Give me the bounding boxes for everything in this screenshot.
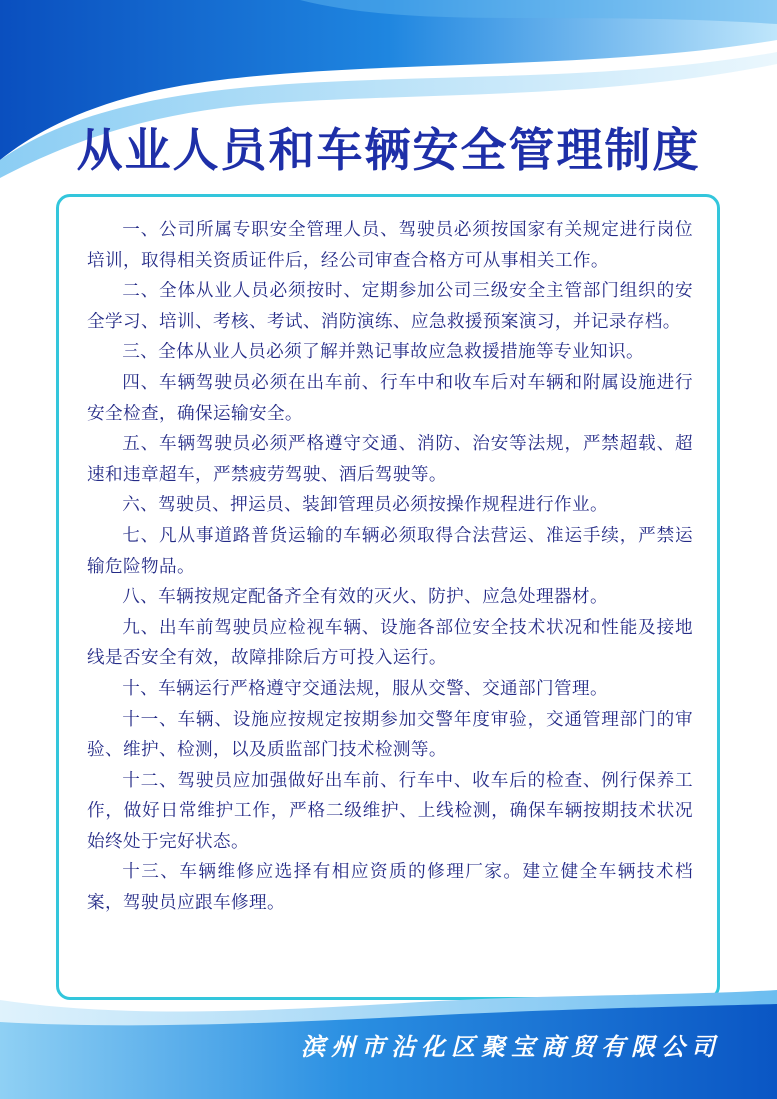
rule-item: 六、驾驶员、押运员、装卸管理员必须按操作规程进行作业。 <box>122 495 609 516</box>
rule-item: 十三、车辆维修应选择有相应资质的修理厂家。建立健全车辆技术档案，驾驶员应跟车修理。 <box>87 862 693 914</box>
rules-panel <box>56 194 720 1000</box>
company-name: 滨州市沾化区聚宝商贸有限公司 <box>301 1032 721 1061</box>
rule-item: 八、车辆按规定配备齐全有效的灭火、防护、应急处理器材。 <box>122 587 609 608</box>
rule-item: 三、全体从业人员必须了解并熟记事故应急救援措施等专业知识。 <box>122 342 645 363</box>
rule-item: 九、出车前驾驶员应检视车辆、设施各部位安全技术状况和性能及接地线是否安全有效，故障排除后方可投入运行。 <box>87 617 693 669</box>
rule-item: 十二、驾驶员应加强做好出车前、行车中、收车后的检查、例行保养工作，做好日常维护工作，严格二级维护、上线检测，确保车辆按期技术状况始终处于完好状态。 <box>87 770 693 852</box>
rule-item: 七、凡从事道路普货运输的车辆必须取得合法营运、准运手续，严禁运输危险物品。 <box>87 525 693 577</box>
rule-item: 一、公司所属专职安全管理人员、驾驶员必须按国家有关规定进行岗位培训，取得相关资质证件后，经公司审查合格方可从事相关工作。 <box>87 220 693 271</box>
rule-item: 五、车辆驾驶员必须严格遵守交通、消防、治安等法规，严禁超载、超速和违章超车，严禁疲劳驾驶、酒后驾驶等。 <box>87 434 693 485</box>
rule-item: 二、全体从业人员必须按时、定期参加公司三级安全主管部门组织的安全学习、培训、考核、考试、消防演练、应急救援预案演习，并记录存档。 <box>87 281 693 332</box>
rule-item: 十一、车辆、设施应按规定按期参加交警年度审验，交通管理部门的审验、维护、检测，以及质监部门技术检测等。 <box>87 709 693 761</box>
rule-item: 十、车辆运行严格遵守交通法规，服从交警、交通部门管理。 <box>122 678 609 699</box>
rule-item: 四、车辆驾驶员必须在出车前、行车中和收车后对车辆和附属设施进行安全检查，确保运输安全。 <box>87 372 693 424</box>
page-title: 从业人员和车辆安全管理制度 <box>76 123 701 177</box>
